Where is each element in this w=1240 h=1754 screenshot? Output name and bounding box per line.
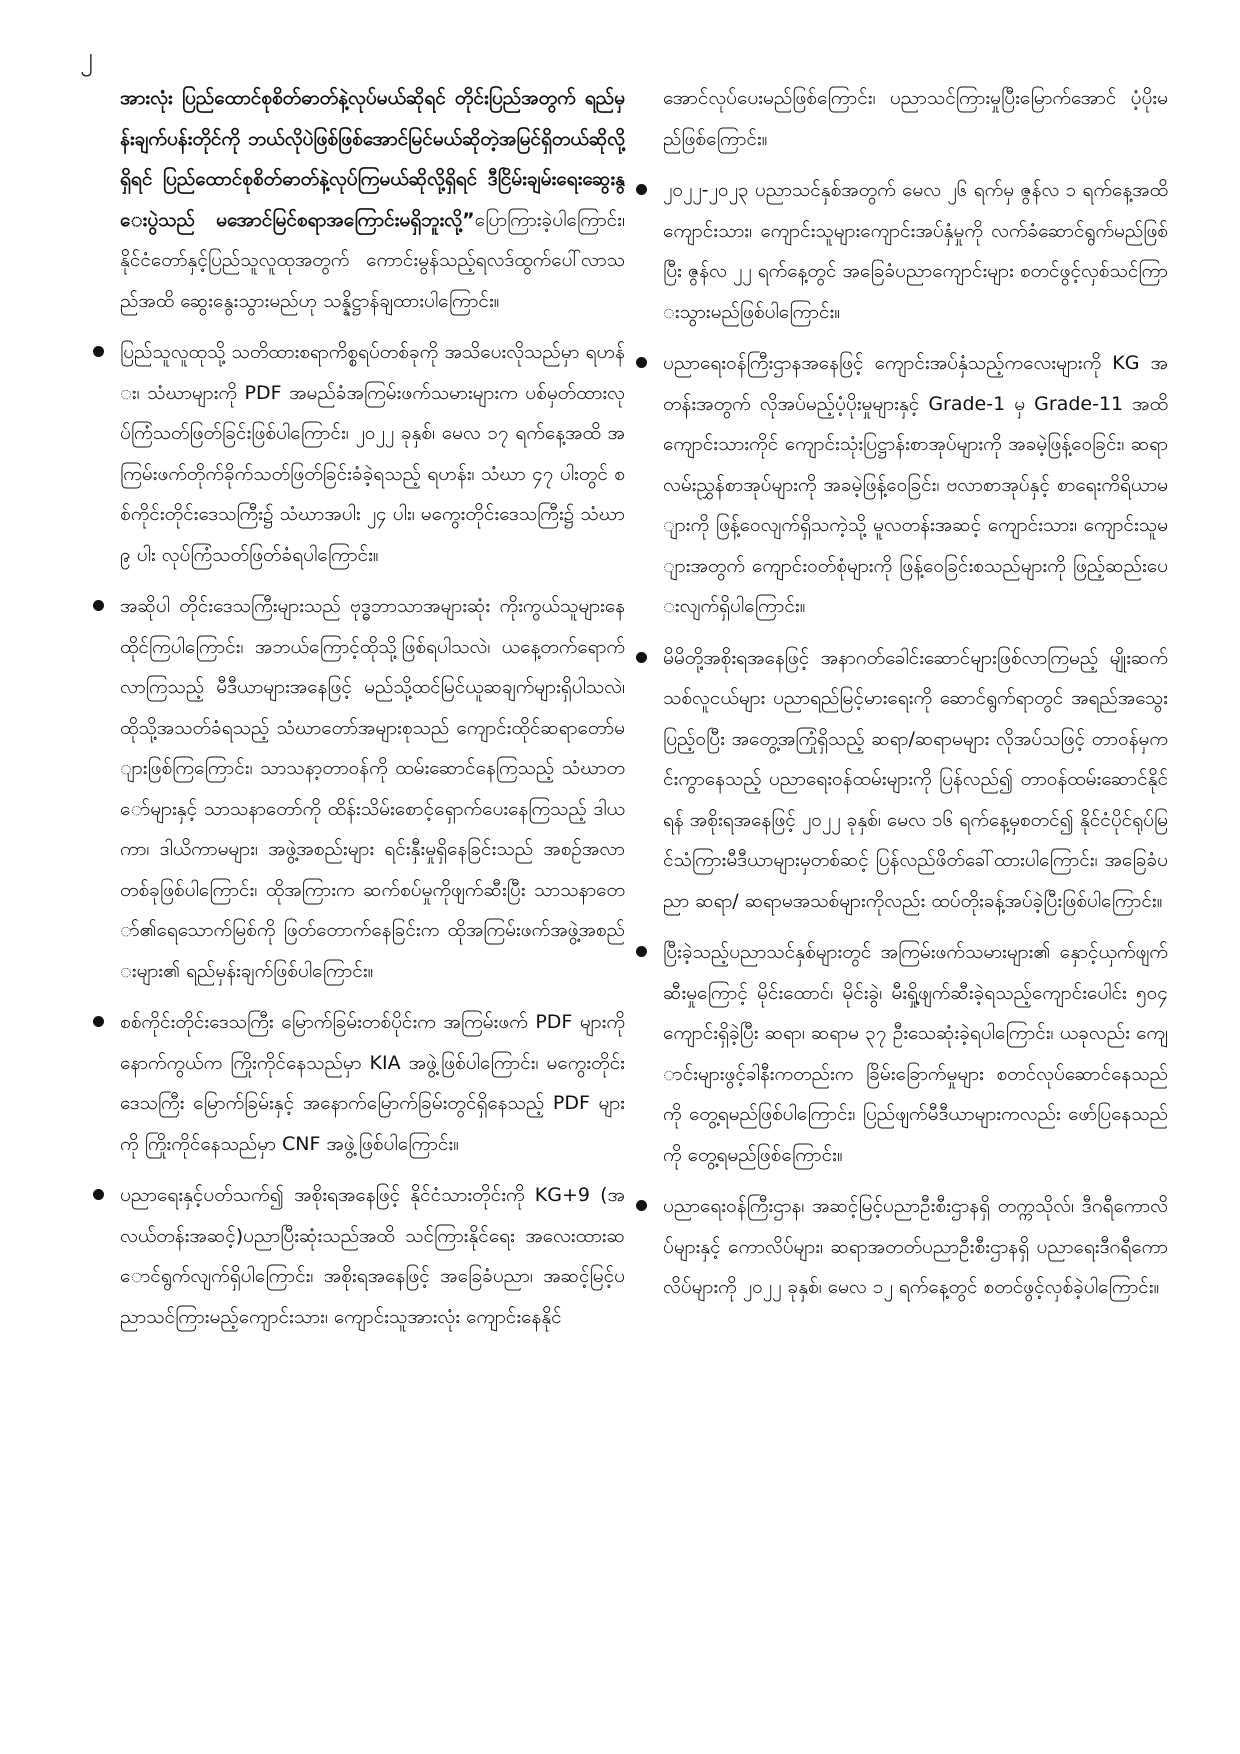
bullet-icon	[636, 1200, 647, 1211]
left-column	[120, 78, 625, 1337]
bullet-icon	[636, 357, 647, 368]
list-item	[663, 343, 1168, 627]
intro-quote-bold: အားလုံး ပြည်ထောင်စုစိတ်ဓာတ်နဲ့လုပ်မယ်ဆိုရင် တိုင်းပြည်အတွက် ရည်မှန်းချက်ပန်းတိုင်ကို ဘယ်လိုပဲဖြစ်ဖြစ်အောင်မြင်မယ်ဆိုတဲ့အမြင်ရှိတယ်ဆိုလို့ရှိရင် ပြည်ထောင်စုစိတ်ဓာတ်နဲ့လုပ်ကြမယ်ဆိုလို့ရှိရင် ဒီငြိမ်းချမ်းရေးဆွေးနွေးပွဲသည် မအောင်မြင်စရာအကြောင်းမရှိဘူးလို့”	[120, 87, 625, 231]
list-item-text: ပညာရေးဝန်ကြီးဌာန၊ အဆင့်မြင့်ပညာဦးစီးဌာနရှိ တက္ကသိုလ်၊ ဒီဂရီကောလိပ်များနှင့် ကောလိပ်များ၊ ဆရာအတတ်ပညာဦးစီးဌာနရှိ ပညာရေးဒီဂရီကောလိပ်များကို ၂၀၂၂ ခုနှစ်၊ မေလ ၁၂ ရက်နေ့တွင် စတင်ဖွင့်လှစ်ခဲ့ပါကြောင်း။	[663, 1195, 1168, 1298]
bullet-icon	[93, 346, 104, 357]
list-item-text: စစ်ကိုင်းတိုင်းဒေသကြီး မြောက်ခြမ်းတစ်ပိုင်းက အကြမ်းဖက် PDF များကို နောက်ကွယ်က ကြိုးကိုင်နေသည်မှာ KIA အဖွဲ့ဖြစ်ပါကြောင်း၊ မကွေးတိုင်းဒေသကြီး မြောက်ခြမ်းနှင့် အနောက်မြောက်ခြမ်းတွင်ရှိနေသည့် PDF များကို ကြိုးကိုင်နေသည်မှာ CNF အဖွဲ့ဖြစ်ပါကြောင်း။	[120, 1011, 625, 1155]
list-item	[120, 586, 625, 991]
continuation-paragraph: အောင်လုပ်ပေးမည်ဖြစ်ကြောင်း၊ ပညာသင်ကြားမှုပြီးမြောက်အောင် ပံ့ပိုးမည်ဖြစ်ကြောင်း။	[663, 87, 1168, 150]
list-item	[120, 332, 625, 575]
list-item	[663, 170, 1168, 332]
list-item-text: ပြည်သူလူထုသို့ သတိထားစရာကိစ္စရပ်တစ်ခုကို အသိပေးလိုသည်မှာ ရဟန်း၊ သံဃာများကို PDF အမည်ခံအကြမ်းဖက်သမားများက ပစ်မှတ်ထားလုပ်ကြံသတ်ဖြတ်ခြင်းဖြစ်ပါကြောင်း၊ ၂၀၂၂ ခုနှစ်၊ မေလ ၁၇ ရက်နေ့အထိ အကြမ်းဖက်တိုက်ခိုက်သတ်ဖြတ်ခြင်းခံခဲ့ရသည့် ရဟန်း၊ သံဃာ ၄၇ ပါးတွင် စစ်ကိုင်းတိုင်းဒေသကြီး၌ သံဃာအပါး ၂၄ ပါး၊ မကွေးတိုင်းဒေသကြီး၌ သံဃာ ၉ ပါး လုပ်ကြံသတ်ဖြတ်ခံရပါကြောင်း။	[120, 341, 625, 566]
list-item	[663, 638, 1168, 922]
list-item-text: မိမိတို့အစိုးရအနေဖြင့် အနာဂတ်ခေါင်းဆောင်များဖြစ်လာကြမည့် မျိုးဆက်သစ်လူငယ်များ ပညာရည်မြင့်မားရေးကို ဆောင်ရွက်ရာတွင် အရည်အသွေးပြည့်ဝပြီး အတွေ့အကြုံရှိသည့် ဆရာ/ဆရာမများ လိုအပ်သဖြင့် တာဝန်မှကင်းကွာနေသည့် ပညာရေးဝန်ထမ်းများကို ပြန်လည်၍ တာဝန်ထမ်းဆောင်နိုင်ရန် အစိုးရအနေဖြင့် ၂၀၂၂ ခုနှစ်၊ မေလ ၁၆ ရက်နေ့မှစတင်၍ နိုင်ငံပိုင်ရုပ်မြင်သံကြားမီဒီယာများမှတစ်ဆင့် ပြန်လည်ဖိတ်ခေါ်ထားပါကြောင်း၊ အခြေခံပညာ ဆရာ/ ဆရာမအသစ်များကိုလည်း ထပ်တိုးခန့်အပ်ခဲ့ပြီးဖြစ်ပါကြောင်း။	[663, 646, 1168, 912]
intro-paragraph	[120, 78, 625, 321]
page-number: ၂	[80, 42, 93, 72]
right-column	[663, 78, 1168, 1308]
list-item-text: ၂၀၂၂-၂၀၂၃ ပညာသင်နှစ်အတွက် မေလ ၂၆ ရက်မှ ဇွန်လ ၁ ရက်နေ့အထိ ကျောင်းသား၊ ကျောင်းသူများကျောင်းအပ်နှံမှုကို လက်ခံဆောင်ရွက်မည်ဖြစ်ပြီး ဇွန်လ ၂၂ ရက်နေ့တွင် အခြေခံပညာကျောင်းများ စတင်ဖွင့်လှစ်သင်ကြားသွားမည်ဖြစ်ပါကြောင်း။	[663, 179, 1168, 323]
list-item-text: ပြီးခဲ့သည့်ပညာသင်နှစ်များတွင် အကြမ်းဖက်သမားများ၏ နှောင့်ယှက်ဖျက်ဆီးမှုကြောင့် မိုင်းထောင်၊ မိုင်းခွဲ၊ မီးရှို့ဖျက်ဆီးခဲ့ရသည့်ကျောင်းပေါင်း ၅၀၄ ကျောင်းရှိခဲ့ပြီး ဆရာ၊ ဆရာမ ၃၇ ဦးသေဆုံးခဲ့ရပါကြောင်း၊ ယခုလည်း ကျောင်းများဖွင့်ခါနီးကတည်းက ခြိမ်းခြောက်မှုများ စတင်လုပ်ဆောင်နေသည်ကို တွေ့ရမည်ဖြစ်ပါကြောင်း၊ ပြည်ဖျက်မီဒီယာများကလည်း ဖော်ပြနေသည်ကို တွေ့ရမည်ဖြစ်ကြောင်း။	[663, 941, 1168, 1166]
left-bullet-list	[120, 332, 625, 1337]
bullet-icon	[636, 652, 647, 663]
list-item-text: ပညာရေးနှင့်ပတ်သက်၍ အစိုးရအနေဖြင့် နိုင်ငံသားတိုင်းကို KG+9 (အလယ်တန်းအဆင့်)ပညာပြီးဆုံးသည်အထိ သင်ကြားနိုင်ရေး အလေးထားဆောင်ရွက်လျက်ရှိပါကြောင်း၊ အစိုးရအနေဖြင့် အခြေခံပညာ၊ အဆင့်မြင့်ပညာသင်ကြားမည့်ကျောင်းသား၊ ကျောင်းသူအားလုံး ကျောင်းနေနိုင်	[120, 1184, 625, 1328]
intro-quote-rest: ပြောကြားခဲ့ပါကြောင်း၊ နိုင်ငံတော်နှင့်ပြည်သူလူထုအတွက် ကောင်းမွန်သည့်ရလဒ်ထွက်ပေါ်လာသည်အထိ ဆွေးနွေးသွားမည်ဟု သန္နိဋ္ဌာန်ချထားပါကြောင်း။	[120, 208, 625, 312]
list-item	[663, 932, 1168, 1175]
list-item-text: ပညာရေးဝန်ကြီးဌာနအနေဖြင့် ကျောင်းအပ်နှံသည့်ကလေးများကို KG အတန်းအတွက် လိုအပ်မည့်ပံ့ပိုးမှုများနှင့် Grade-1 မှ Grade-11 အထိ ကျောင်းသားကိုင် ကျောင်းသုံးပြဋ္ဌာန်းစာအုပ်များကို အခမဲ့ဖြန့်ဝေခြင်း၊ ဆရာလမ်းညွှန်စာအုပ်များကို အခမဲ့ဖြန့်ဝေခြင်း၊ ဗလာစာအုပ်နှင့် စာရေးကိရိယာများကို ဖြန့်ဝေလျက်ရှိသကဲ့သို့ မူလတန်းအဆင့် ကျောင်းသား၊ ကျောင်းသူများအတွက် ကျောင်းဝတ်စုံများကို ဖြန့်ဝေခြင်းစသည်များကို ဖြည့်ဆည်းပေးလျက်ရှိပါကြောင်း။	[663, 352, 1168, 617]
list-item	[120, 1175, 625, 1337]
bullet-icon	[636, 184, 647, 195]
list-item	[120, 1002, 625, 1164]
bullet-icon	[93, 1016, 104, 1027]
list-item-text: အဆိုပါ တိုင်းဒေသကြီးများသည် ဗုဒ္ဓဘာသာအများဆုံး ကိုးကွယ်သူများနေထိုင်ကြပါကြောင်း၊ အဘယ်ကြောင့်ထိုသို့ဖြစ်ရပါသလဲ၊ ယနေ့တက်ရောက်လာကြသည့် မီဒီယာများအနေဖြင့် မည်သို့ထင်မြင်ယူဆချက်များရှိပါသလဲ၊ ထိုသို့အသတ်ခံရသည့် သံဃာတော်အများစုသည် ကျောင်းထိုင်ဆရာတော်များဖြစ်ကြကြောင်း၊ သာသနာ့တာဝန်ကို ထမ်းဆောင်နေကြသည့် သံဃာတော်များနှင့် သာသနာတော်ကို ထိန်းသိမ်းစောင့်ရှောက်ပေးနေကြသည့် ဒါယကာ၊ ဒါယိကာမများ၊ အဖွဲ့အစည်းများ ရင်းနှီးမှုရှိနေခြင်းသည် အစဉ်အလာတစ်ခုဖြစ်ပါကြောင်း၊ ထိုအကြားက ဆက်စပ်မှုကိုဖျက်ဆီးပြီး သာသနာတော်၏ရေသောက်မြစ်ကို ဖြတ်တောက်နေခြင်းက ထိုအကြမ်းဖက်အဖွဲ့အစည်းများ၏ ရည်မှန်းချက်ဖြစ်ပါကြောင်း။	[120, 595, 625, 982]
bullet-icon	[636, 946, 647, 957]
bullet-icon	[93, 600, 104, 611]
list-item	[663, 1186, 1168, 1308]
right-bullet-list	[663, 170, 1168, 1308]
bullet-icon	[93, 1189, 104, 1200]
